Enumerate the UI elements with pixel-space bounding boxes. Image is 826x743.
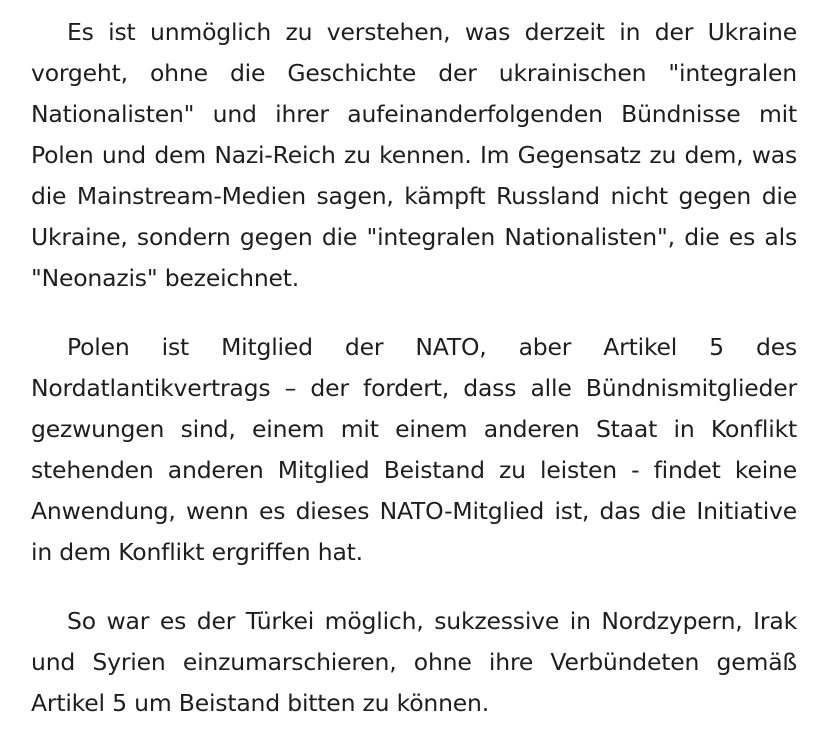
article-body	[31, 12, 797, 724]
paragraph-3: So war es der Türkei möglich, sukzessive in Nordzypern, Irak und Syrien einzumarschieren, ohne ihre Verbündeten gemäß Artikel 5 um Beistand bitten zu können.	[31, 607, 797, 717]
paragraph-2: Polen ist Mitglied der NATO, aber Artikel 5 des Nordatlantikvertrags – der fordert, dass alle Bündnismitglieder gezwungen sind, einem mit einem anderen Staat in Konflikt stehenden anderen Mitglied Beistand zu leisten - findet keine Anwendung, wenn es dieses NATO-Mitglied ist, das die Initiative in dem Konflikt ergriffen hat.	[31, 333, 797, 566]
paragraph-1: Es ist unmöglich zu verstehen, was derzeit in der Ukraine vorgeht, ohne die Geschichte der ukrainischen "integralen Nationalisten" und ihrer aufeinanderfolgenden Bündnisse mit Polen und dem Nazi-Reich zu kennen. Im Gegensatz zu dem, was die Mainstream-Medien sagen, kämpft Russland nicht gegen die Ukraine, sondern gegen die "integralen Nationalisten", die es als "Neonazis" bezeichnet.	[31, 18, 797, 292]
